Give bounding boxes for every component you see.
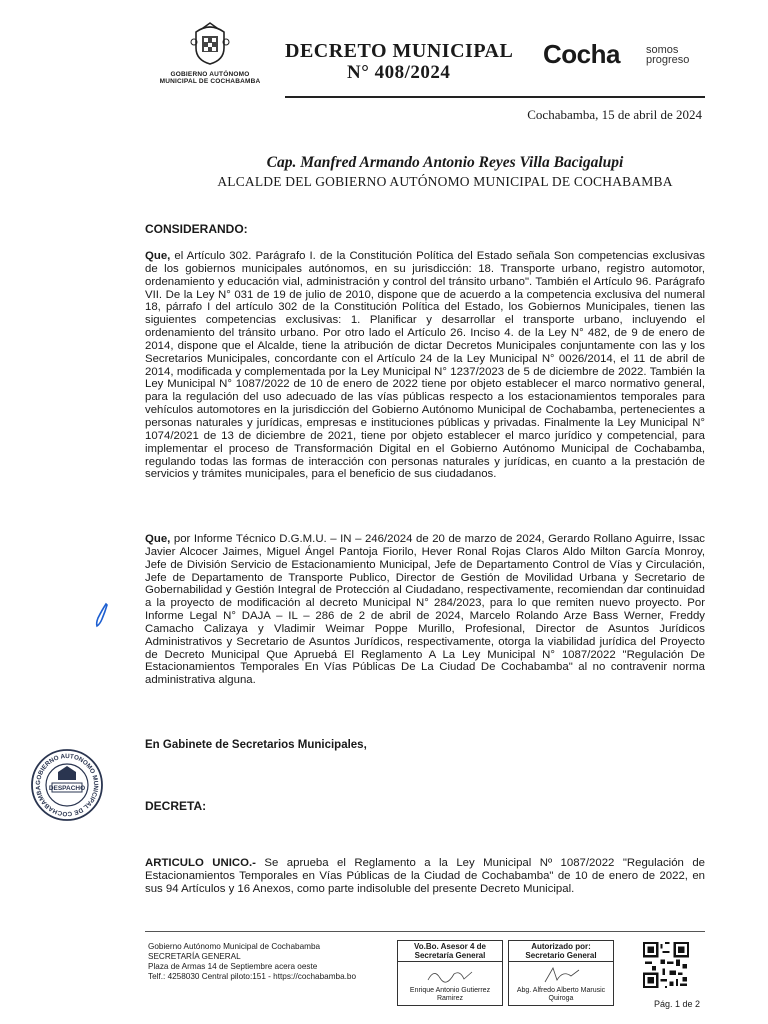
paragraph-2-text: por Informe Técnico D.G.M.U. – IN – 246/2024 de 20 de marzo de 2024, Gerardo Rollano Aguirre, Issac Javier Alcocer Jaimes, Miguel Ángel Pantoja Fiorilo, Hever Ronal Rojas Claros Aldo Milton García Monroy, Jefe de División Servicio de Estacionamiento Municipal, Jefe de Departamento Control de Vías y Circulación, Jefe de Departamento de Transporte Publico, Director de Gestión de Movilidad Urbana y Secretario de Gobernabilidad y Gestión Integral de Protección al Ciudadano, respectivamente, recomiendan dar continuidad a la proyecto de modificación al decreto Municipal N° 284/2023, para lo que remiten nuevo proyecto. Por Informe Legal N° DAJA – IL – 286 de 2 de abril de 2024, Marcelo Rolando Arze Bass Werner, Freddy Camacho Calizaya y Vladimir Weimar Poppe Murillo, Profesional, Director de Asuntos Jurídicos Administrativos y Secretario de Asuntos Jurídicos, respectivamente, otorga la viabilidad jurídica del Proyecto de Decreto Municipal Que Apruebá El Reglamento A La Ley Municipal N° 1087/2022 "Regulación De Estacionamientos Temporales En Vías Públicas De La Ciudad De Cochabamba" al no contravenir norma administrativa alguna. — [145, 533, 705, 687]
municipal-crest — [150, 22, 270, 85]
asesor-header-line-2: Secretaría General — [414, 951, 486, 960]
secretario-name-line-1: Abg. Alfredo Alberto Marusic — [516, 987, 606, 994]
despacho-stamp-icon — [30, 748, 104, 822]
secretario-header-line-2: Secretario General — [525, 951, 597, 960]
signature-box-secretario-header — [509, 941, 613, 962]
considerando-heading: CONSIDERANDO: — [145, 222, 248, 236]
decree-number: N° 408/2024 — [347, 62, 451, 83]
pen-mark-icon — [92, 602, 110, 628]
articulo-unico-text: Se aprueba el Reglamento a la Ley Municipal Nº 1087/2022 "Regulación de Estacionamientos Temporales en Vías Públicas de la Ciudad de Cochabamba" de 10 de enero de 2022, en sus 94 Artículos y 16 Anexos, como parte indisoluble del presente Decreto Municipal. — [145, 857, 706, 895]
footer-line-2: SECRETARÍA GENERAL — [148, 952, 241, 961]
signature-box-asesor — [397, 940, 503, 1006]
articulo-unico-lead: ARTICULO UNICO.- — [145, 857, 256, 869]
mayor-name: Cap. Manfred Armando Antonio Reyes Villa Bacigalupi — [266, 154, 624, 171]
coat-of-arms-icon — [190, 22, 230, 66]
asesor-name — [398, 987, 502, 1003]
footer-line-1: Gobierno Autónomo Municipal de Cochabamba — [148, 942, 321, 951]
secretario-name-line-2: Quiroga — [548, 995, 574, 1002]
considerando-paragraph-2 — [145, 533, 705, 687]
document-date: Cochabamba, 15 de abril de 2024 — [527, 107, 702, 122]
paragraph-1-text: el Artículo 302. Parágrafo I. de la Constitución Política del Estado señala Son competencias exclusivas de los gobiernos municipales autónomos, en su jurisdicción: 18. Transporte urbano, registro automotor, ordenamiento y educación vial, administración y control del tránsito urbano". También el Artículo 96. Parágrafo VII. De la Ley N° 031 de 19 de julio de 2010, dispone que de acuerdo a la competencia exclusiva del numeral 18, párrafo I del artículo 302 de la Constitución Política del Estado, los Gobiernos Municipales, tienen las siguientes competencias exclusivas: 1. Planificar y desarrollar el transporte urbano, incluyendo el ordenamiento del tránsito urbano. Por otro lado el Artículo 26. Inciso 4. de la Ley N° 482, de 9 de enero de 2014, dispone que el Alcalde, tiene la atribución de dictar Decretos Municipales conjuntamente con las y los Secretarios Municipales, concordante con el Artículo 24 de la Ley Municipal N° 0026/2014, el 11 de abril de 2014, modificada y complementada por la Ley Municipal N° 1237/2023 de 5 de diciembre de 2022. También la Ley Municipal N° 1087/2022 de 10 de enero de 2022 tiene por objeto establecer el marco normativo general, para la regulación del uso adecuado de las vías públicas respecto a los estacionamientos temporales para vehículos automotores en la jurisdicción del Gobierno Autónomo Municipal de Cochabamba, pertenecientes a personas naturales y jurídicas, empresas e instituciones públicas y privadas. Finalmente la Ley Municipal N° 1074/2021 de 13 de diciembre de 2021, tiene por objeto establecer el marco jurídico y competencial, para implementar el proceso de Transformación Digital en el Gobierno Autónomo Municipal de Cochabamba, regulando todas las formas de interacción con personas naturales y jurídicas, en cuanto a la prestación de servicios y trámites municipales, para el beneficio de sus ciudadanos. — [145, 250, 705, 481]
footer-line-3: Plaza de Armas 14 de Septiembre acera oeste — [148, 962, 318, 971]
crest-caption-line-1: GOBIERNO AUTÓNOMO — [170, 71, 250, 78]
qr-code-icon[interactable] — [643, 942, 689, 988]
brand-tagline-line-1: somos — [646, 44, 679, 56]
secretario-header-line-1: Autorizado por: — [531, 942, 591, 951]
signature-box-asesor-header — [398, 941, 502, 962]
brand-logo: Cocha — [543, 39, 620, 69]
header-divider — [285, 96, 705, 98]
signature-scribble-icon — [531, 964, 591, 986]
signature-box-secretario — [508, 940, 614, 1006]
stamp-center-text: DESPACHO — [48, 785, 86, 792]
crest-caption-line-2: MUNICIPAL DE COCHABAMBA — [159, 78, 261, 85]
decreta-heading: DECRETA: — [145, 799, 207, 813]
asesor-name-line-2: Ramirez — [436, 995, 464, 1002]
paragraph-1-lead: Que, — [145, 250, 171, 262]
brand-tagline — [646, 45, 689, 65]
stamp-ring-text: GOBIERNO AUTONOMO MUNICIPAL DE COCHABAMBA — [34, 752, 100, 818]
considerando-paragraph-1 — [145, 250, 705, 481]
asesor-name-line-1: Enrique Antonio Gutierrez — [409, 987, 491, 994]
secretario-name — [509, 987, 613, 1003]
mayor-role: ALCALDE DEL GOBIERNO AUTÓNOMO MUNICIPAL DE COCHABAMBA — [217, 174, 673, 189]
articulo-unico — [145, 857, 705, 896]
asesor-header-line-1: Vo.Bo. Asesor 4 de — [413, 942, 487, 951]
footer-line-4[interactable]: Telf.: 4258030 Central piloto:151 - https://cochabamba.bo — [148, 972, 357, 981]
brand-tagline-line-2: progreso — [646, 54, 690, 66]
footer-address — [148, 942, 356, 982]
signature-scribble-icon — [420, 964, 480, 986]
paragraph-2-lead: Que, — [145, 533, 171, 545]
gabinete-line: En Gabinete de Secretarios Municipales, — [145, 739, 367, 751]
page-number: Pág. 1 de 2 — [654, 999, 701, 1009]
decree-title: DECRETO MUNICIPAL — [285, 40, 514, 62]
footer-divider — [145, 931, 705, 932]
